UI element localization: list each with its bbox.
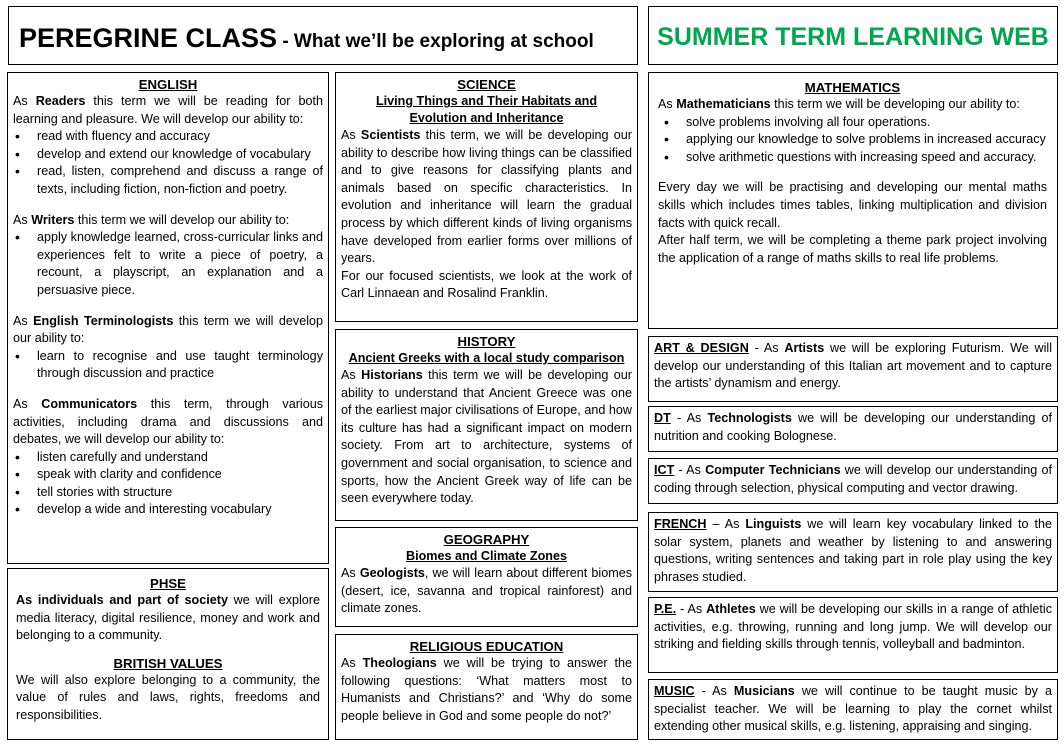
dt-title: DT bbox=[654, 411, 671, 425]
science-text: As Scientists this term, we will be developing our ability to describe how living things can be classified and to give reasons for classifying plants and animals based on specific characteristics. In evolution and inheritance will learn the gradual process by which different kinds of living organisms have developed from earlier forms over millions of years. bbox=[341, 128, 632, 266]
english-terminologists-text: As English Terminologists this term we will develop our ability to: bbox=[13, 313, 324, 346]
maths-list bbox=[658, 114, 1047, 167]
phse-box bbox=[7, 568, 329, 740]
list-item: • develop a wide and interesting vocabulary bbox=[13, 501, 323, 519]
english-box bbox=[7, 72, 329, 564]
history-heading: HISTORY bbox=[457, 334, 516, 349]
geography-subheading: Biomes and Climate Zones bbox=[406, 549, 567, 563]
list-item: • read, listen, comprehend and discuss a range of texts, including fiction, non-fiction and poetry. bbox=[13, 163, 323, 198]
pe-box bbox=[648, 597, 1058, 673]
history-text: As Historians this term we will be developing our ability to understand that Ancient Greece was one of the earliest major civilisations of Europe, and how its culture has had a significant impact on modern society. From art to architecture, systems of government and social organisation, to science and sports, how the Ancient Greek way of life can be seen everywhere today. bbox=[341, 368, 633, 506]
list-item: • apply knowledge learned, cross-curricular links and experiences felt to write a piece of poetry, a recount, a playscript, an explanation and a persuasive piece. bbox=[13, 229, 323, 299]
english-heading: ENGLISH bbox=[138, 77, 198, 92]
history-subheading: Ancient Greeks with a local study comparison bbox=[348, 351, 625, 365]
page-title bbox=[19, 23, 594, 57]
re-heading: RELIGIOUS EDUCATION bbox=[409, 639, 564, 654]
maths-para-1: Every day we will be practising and developing our mental maths skills which includes times tables, linking multiplication and division facts with quick recall. bbox=[658, 180, 1047, 230]
list-item: • speak with clarity and confidence bbox=[13, 466, 323, 484]
dt-box bbox=[648, 406, 1058, 452]
english-readers-text: As Readers this term we will be reading for both learning and pleasure. We will develop our ability to: bbox=[13, 94, 324, 126]
art-title: ART & DESIGN bbox=[654, 341, 749, 355]
art-text: ART & DESIGN - As Artists we will be exploring Futurism. We will develop our understanding of this Italian art movement and to capture the artists’ dynamism and energy. bbox=[654, 341, 1052, 391]
french-box bbox=[648, 512, 1058, 592]
english-terminologists-list bbox=[13, 348, 323, 383]
list-item: • solve problems involving all four operations. bbox=[662, 114, 1047, 132]
science-subheading: Living Things and Their Habitats and Evolution and Inheritance bbox=[375, 94, 598, 125]
dt-text: DT - As Technologists we will be developing our understanding of nutrition and cooking Bolognese. bbox=[654, 411, 1052, 443]
re-text: As Theologians we will be trying to answer the following questions: ‘What matters most to Humanists and Christians?’ and ‘Why do some people believe in God and some people do not?’ bbox=[341, 656, 632, 723]
english-communicators-list bbox=[13, 449, 323, 519]
british-values-heading: BRITISH VALUES bbox=[113, 655, 223, 671]
english-writers-list bbox=[13, 229, 323, 299]
science-text-2: For our focused scientists, we look at the work of Carl Linnaean and Rosalind Franklin. bbox=[341, 268, 632, 301]
music-text: MUSIC - As Musicians we will continue to be taught music by a specialist teacher. We will be learning to play the cornet whilst extending other musical skills, e.g. listening, appraising and singing. bbox=[654, 684, 1052, 734]
music-box bbox=[648, 679, 1058, 740]
maths-para-2: After half term, we will be completing a theme park project involving the application of a range of maths skills to real life problems. bbox=[658, 233, 1047, 265]
phse-text: As individuals and part of society we will explore media literacy, digital resilience, money and work and belonging to a community. bbox=[16, 593, 321, 643]
pe-text: P.E. - As Athletes we will be developing our skills in a range of athletic activities, e.g. throwing, running and long jump. We will develop our striking and fielding skills through tennis, volleyball and badminton. bbox=[654, 602, 1052, 652]
list-item: • learn to recognise and use taught terminology through discussion and practice bbox=[13, 348, 323, 383]
english-writers-text: As Writers this term we will develop our ability to: bbox=[13, 212, 290, 227]
french-text: FRENCH – As Linguists we will learn key vocabulary linked to the solar system, planets and weather by listening to and answering questions, writing sentences and taking part in role play using the key phrases studied. bbox=[654, 517, 1052, 584]
music-title: MUSIC bbox=[654, 684, 695, 698]
mathematics-box bbox=[648, 72, 1058, 329]
class-name: PEREGRINE CLASS bbox=[19, 23, 278, 53]
british-values-text: We will also explore belonging to a community, the value of rules and laws, rights, freedoms and responsibilities. bbox=[16, 672, 320, 722]
history-box bbox=[335, 329, 638, 521]
maths-heading: MATHEMATICS bbox=[804, 80, 901, 95]
ict-text: ICT - As Computer Technicians we will develop our understanding of coding through selection, physical computing and vector drawing. bbox=[654, 463, 1052, 495]
pe-title: P.E. bbox=[654, 602, 677, 616]
science-heading: SCIENCE bbox=[457, 77, 516, 92]
art-design-box bbox=[648, 336, 1058, 402]
list-item: • tell stories with structure bbox=[13, 484, 323, 502]
geography-heading: GEOGRAPHY bbox=[443, 532, 530, 547]
ict-title: ICT bbox=[654, 463, 675, 477]
maths-intro: As Mathematicians this term we will be developing our ability to: bbox=[658, 97, 1020, 111]
geography-text: As Geologists, we will learn about different biomes (desert, ice, savanna and tropical rainforest) and climate zones. bbox=[341, 566, 632, 616]
learning-web-title: SUMMER TERM LEARNING WEB bbox=[657, 23, 1049, 51]
science-box bbox=[335, 72, 638, 322]
list-item: • listen carefully and understand bbox=[13, 449, 323, 467]
french-title: FRENCH bbox=[654, 517, 707, 531]
list-item: • applying our knowledge to solve problems in increased accuracy bbox=[662, 131, 1047, 149]
english-communicators-text: As Communicators this term, through various activities, including drama and discussions and debates, we will develop our ability to: bbox=[13, 396, 323, 447]
title-box bbox=[8, 6, 638, 65]
phse-heading: PHSE bbox=[150, 576, 186, 591]
list-item: • develop and extend our knowledge of vocabulary bbox=[13, 146, 323, 164]
list-item: • read with fluency and accuracy bbox=[13, 128, 323, 146]
english-readers-list bbox=[13, 128, 323, 198]
geography-box bbox=[335, 527, 638, 627]
learning-web-box bbox=[648, 6, 1058, 65]
religious-education-box bbox=[335, 634, 638, 740]
ict-box bbox=[648, 458, 1058, 504]
class-subtitle: - What we’ll be exploring at school bbox=[277, 31, 594, 52]
list-item: • solve arithmetic questions with increasing speed and accuracy. bbox=[662, 149, 1047, 167]
